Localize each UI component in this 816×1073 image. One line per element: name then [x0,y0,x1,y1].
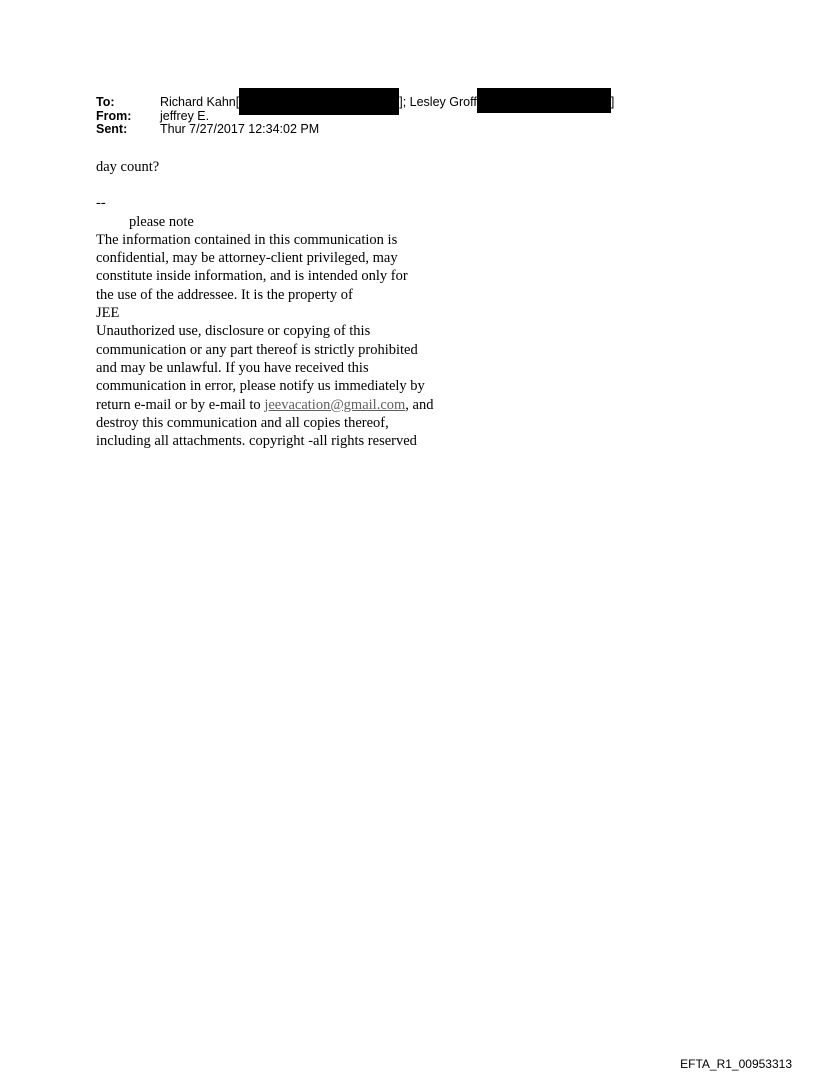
from-label: From: [96,108,132,123]
disclaimer-line: confidential, may be attorney-client privileged, may [96,250,398,267]
message-text: day count? [96,159,160,175]
disclaimer-line: communication or any part thereof is strictly prohibited [96,341,418,358]
to-separator: ]; Lesley Groff [399,95,477,109]
sent-value: Thur 7/27/2017 12:34:02 PM [160,122,320,136]
disclaimer-line: The information contained in this communication is [96,231,398,248]
to-row [96,96,614,110]
disclaimer-line: destroy this communication and all copies thereof, [96,414,389,431]
email-body [96,158,476,450]
to-recipient-1: Richard Kahn[ [160,95,240,109]
disclaimer-email-line [96,396,476,414]
from-value: jeffrey E. [160,108,210,123]
disclaimer-line: JEE [96,305,120,322]
signature-separator: -- [96,195,106,212]
to-label: To: [96,95,115,109]
sent-label: Sent: [96,122,128,136]
sent-row [96,123,614,137]
disclaimer-line: including all attachments. copyright -all rights reserved [96,433,417,450]
note-heading: please note [129,213,194,230]
disclaimer-line: communication in error, please notify us immediately by [96,378,425,395]
disclaimer-line: the use of the addressee. It is the property of [96,286,353,303]
email-header [96,96,614,137]
email-suffix: , and [405,396,434,413]
redaction-block [477,88,611,113]
redaction-block [239,88,399,115]
to-end-bracket: ] [610,95,615,109]
disclaimer-line: constitute inside information, and is intended only for [96,268,408,285]
disclaimer-line: Unauthorized use, disclosure or copying of this [96,323,371,340]
document-id: EFTA_R1_00953313 [680,1057,792,1071]
email-link[interactable]: jeevacation@gmail.com [264,396,406,413]
email-prefix: return e-mail or by e-mail to [96,396,265,413]
disclaimer-line: and may be unlawful. If you have received this [96,359,369,376]
